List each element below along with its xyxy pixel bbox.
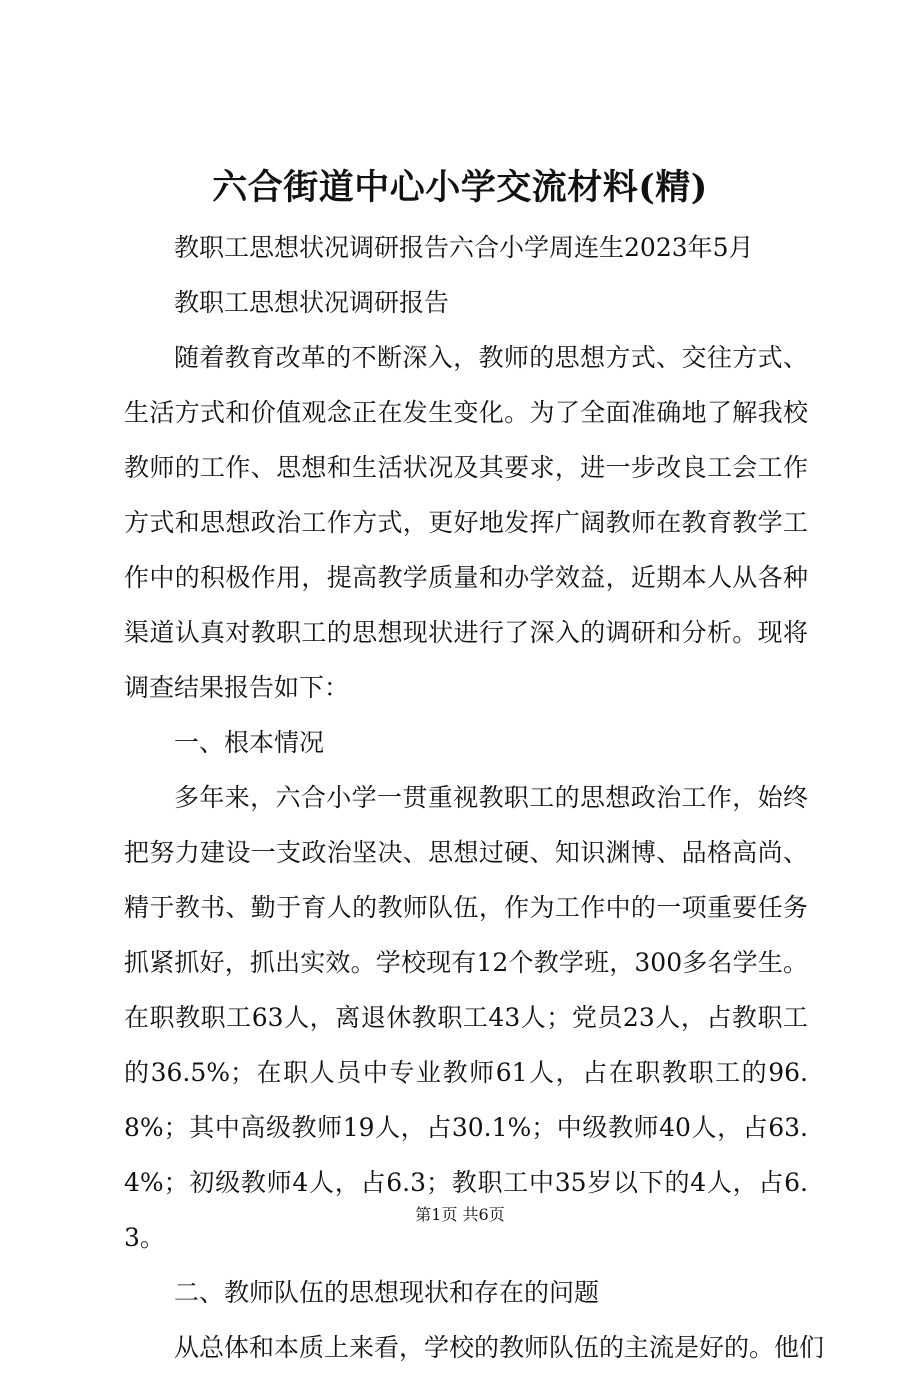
report-subtitle-line: 教职工思想状况调研报告六合小学周连生2023年5月 — [174, 233, 754, 262]
report-heading: 教职工思想状况调研报告 — [174, 288, 450, 317]
document-title: 六合街道中心小学交流材料(精) — [212, 167, 708, 208]
section-heading-teacher-status: 二、教师队伍的思想现状和存在的问题 — [174, 1278, 600, 1307]
basic-situation-paragraph: 多年来，六合小学一贯重视教职工的思想政治工作，始终把努力建设一支政治坚决、思想过硬、知识渊博、品格高尚、精于教书、勤于育人的教师队伍，作为工作中的一项重要任务抓紧抓好，抓出实效。学校现有12个教学班，300多名学生。在职教职工63人，离退休教职工43人；党员23人，占教职工的36.5%；在职人员中专业教师61人，占在职教职工的96.8%；其中高级教师19人，占30.1%；中级教师40人，占63.4%；初级教师4人，占6.3；教职工中35岁以下的4人，占6.3。 — [124, 783, 808, 1252]
teacher-status-paragraph: 从总体和本质上来看，学校的教师队伍的主流是好的。他们 — [174, 1333, 825, 1362]
page-footer: 第1页 共6页 — [415, 1205, 505, 1224]
section-heading-basic-situation: 一、根本情况 — [174, 728, 325, 757]
intro-paragraph: 随着教育改革的不断深入，教师的思想方式、交往方式、生活方式和价值观念正在发生变化。为了全面准确地了解我校教师的工作、思想和生活状况及其要求，进一步改良工会工作方式和思想政治工作方式，更好地发挥广阔教师在教育教学工作中的积极作用，提高教学质量和办学效益，近期本人从各种渠道认真对教职工的思想现状进行了深入的调研和分析。现将调查结果报告如下： — [124, 343, 808, 702]
